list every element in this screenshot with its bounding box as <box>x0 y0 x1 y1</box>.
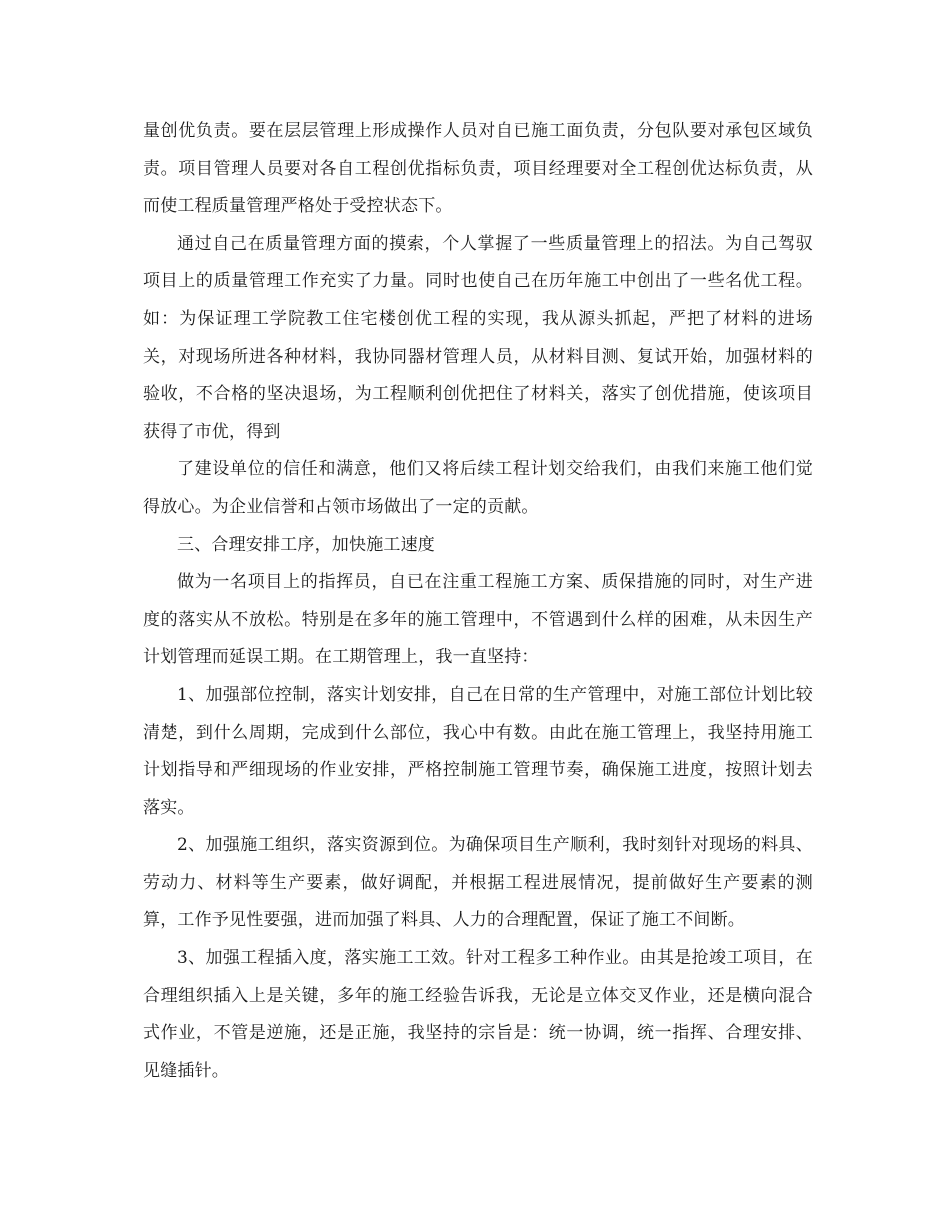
list-item-1: 1、加强部位控制，落实计划安排，自己在日常的生产管理中，对施工部位计划比较清楚，到什么周期，完成到什么部位，我心中有数。由此在施工管理上，我坚持用施工计划指导和严细现场的作业安排，严格控制施工管理节奏，确保施工进度，按照计划去落实。 <box>143 684 813 818</box>
list-item-3: 3、加强工程插入度，落实施工工效。针对工程多工种作业。由其是抢竣工项目，在合理组织插入上是关键，多年的施工经验告诉我，无论是立体交叉作业，还是横向混合式作业，不管是逆施，还是正施，我坚持的宗旨是：统一协调，统一指挥、合理安排、见缝插针。 <box>143 948 813 1081</box>
list-item-2: 2、加强施工组织，落实资源到位。为确保项目生产顺利，我时刻针对现场的料具、劳动力、材料等生产要素，做好调配，并根据工程进展情况，提前做好生产要素的测算，工作予见性要强，进而加强了料具、人力的合理配置，保证了施工不间断。 <box>143 835 813 931</box>
document-body <box>143 113 813 1090</box>
paragraph-4: 做为一名项目上的指挥员，自已在注重工程施工方案、质保措施的同时，对生产进度的落实从不放松。特别是在多年的施工管理中，不管遇到什么样的困难，从未因生产计划管理而延误工期。在工期管理上，我一直坚持： <box>143 572 813 668</box>
section-heading: 三、合理安排工序，加快施工速度 <box>177 534 435 555</box>
paragraph-2: 通过自己在质量管理方面的摸索，个人掌握了一些质量管理上的招法。为自己驾驭项目上的质量管理工作充实了力量。同时也使自己在历年施工中创出了一些名优工程。如：为保证理工学院教工住宅楼创优工程的实现，我从源头抓起，严把了材料的进场关，对现场所进各种材料，我协同器材管理人员，从材料目测、复试开始，加强材料的验收，不合格的坚决退场，为工程顺利创优把住了材料关，落实了创优措施，使该项目获得了市优，得到 <box>143 233 813 442</box>
paragraph-1: 量创优负责。要在层层管理上形成操作人员对自已施工面负责，分包队要对承包区域负责。项目管理人员要对各自工程创优指标负责，项目经理要对全工程创优达标负责，从而使工程质量管理严格处于受控状态下。 <box>143 121 813 217</box>
paragraph-3: 了建设单位的信任和满意，他们又将后续工程计划交给我们，由我们来施工他们觉得放心。为企业信誉和占领市场做出了一定的贡献。 <box>143 459 813 517</box>
